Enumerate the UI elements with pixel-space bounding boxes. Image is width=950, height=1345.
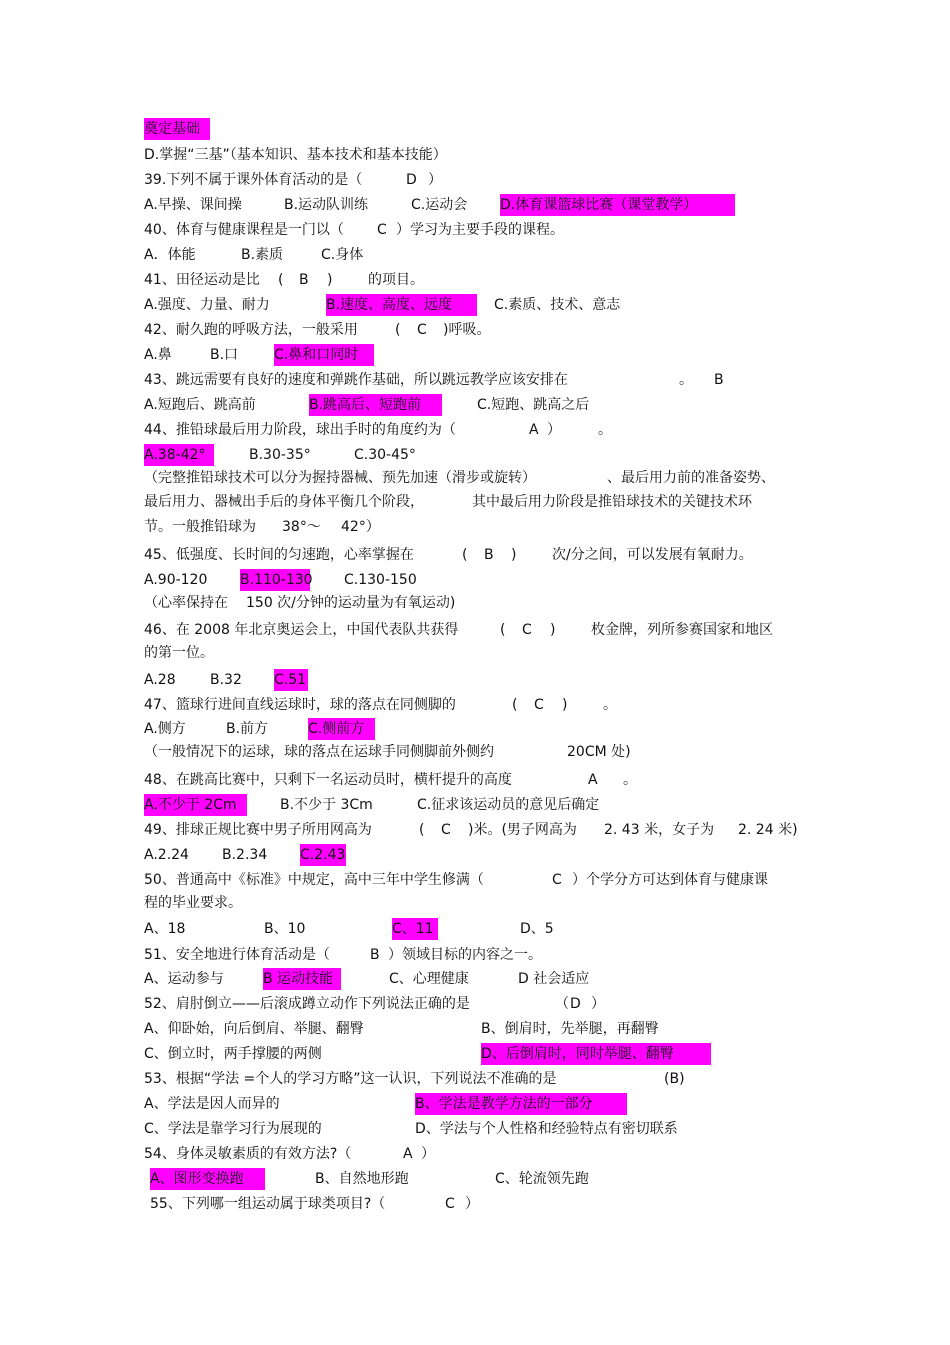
text-segment: (B) bbox=[664, 1071, 685, 1087]
text-line bbox=[0, 1043, 950, 1065]
text-segment: ) bbox=[562, 697, 568, 713]
text-segment: D bbox=[406, 172, 417, 188]
text-line bbox=[0, 642, 950, 664]
text-line bbox=[0, 319, 950, 341]
text-segment: A bbox=[403, 1146, 413, 1162]
text-segment: B、10 bbox=[264, 921, 306, 937]
text-segment: C、倒立时，两手撑腰的两侧 bbox=[144, 1046, 322, 1062]
text-segment: A.90-120 bbox=[144, 572, 208, 588]
text-segment: ( bbox=[395, 322, 401, 338]
text-segment: 20CM 处) bbox=[567, 744, 631, 760]
text-segment: ） bbox=[547, 422, 561, 438]
text-segment: 52、肩肘倒立——后滚成蹲立动作下列说法正确的是 bbox=[144, 996, 470, 1012]
highlighted-answer: A.不少于 2Cm bbox=[144, 794, 247, 816]
text-segment: A.早操、课间操 bbox=[144, 197, 242, 213]
text-segment: 41、田径运动是比 bbox=[144, 272, 260, 288]
text-segment: A bbox=[588, 772, 598, 788]
text-segment: D、学法与个人性格和经验特点有密切联系 bbox=[415, 1121, 678, 1137]
highlighted-answer: D、后倒肩时，同时举腿、翻臀 bbox=[481, 1043, 711, 1065]
text-line bbox=[0, 1068, 950, 1090]
text-segment: 38°～ bbox=[282, 519, 321, 535]
text-line bbox=[0, 444, 950, 466]
text-segment: B.32 bbox=[210, 672, 242, 688]
text-segment: B.口 bbox=[210, 347, 239, 363]
text-segment: 枚金牌，列所参赛国家和地区 bbox=[591, 622, 773, 638]
text-segment: C.30-45° bbox=[354, 447, 416, 463]
text-segment: A.侧方 bbox=[144, 721, 186, 737]
text-segment: 51、安全地进行体育活动是（ bbox=[144, 947, 330, 963]
highlighted-answer: B、学法是教学方法的一部分 bbox=[415, 1093, 627, 1115]
text-line bbox=[0, 844, 950, 866]
text-segment: C.征求该运动员的意见后确定 bbox=[417, 797, 600, 813]
text-segment: ） bbox=[428, 172, 442, 188]
text-segment: C bbox=[441, 822, 451, 838]
text-segment: 43、跳远需要有良好的速度和弹跳作基础，所以跳远教学应该安排在 bbox=[144, 372, 568, 388]
text-segment: ） bbox=[591, 996, 605, 1012]
text-segment: C bbox=[377, 222, 387, 238]
text-line bbox=[0, 269, 950, 291]
text-segment: A、仰卧始，向后倒肩、举腿、翻臀 bbox=[144, 1021, 364, 1037]
text-segment: 54、身体灵敏素质的有效方法?（ bbox=[144, 1146, 352, 1162]
highlighted-answer: C、11 bbox=[392, 918, 438, 940]
text-segment: B.不少于 3Cm bbox=[280, 797, 373, 813]
text-segment: C、心理健康 bbox=[389, 971, 469, 987]
text-segment: C bbox=[445, 1196, 455, 1212]
text-segment: C、轮流领先跑 bbox=[495, 1171, 589, 1187]
text-segment: （心率保持在 bbox=[144, 595, 228, 611]
text-segment: 。 bbox=[598, 422, 612, 438]
text-segment: D bbox=[570, 996, 581, 1012]
text-segment: ( bbox=[512, 697, 518, 713]
text-segment: 40、体育与健康课程是一门以（ bbox=[144, 222, 344, 238]
text-segment: ( bbox=[419, 822, 425, 838]
text-segment: B bbox=[299, 272, 309, 288]
text-segment: D、5 bbox=[520, 921, 554, 937]
text-segment: D 社会适应 bbox=[518, 971, 590, 987]
text-segment: B.30-35° bbox=[249, 447, 311, 463]
text-line bbox=[0, 219, 950, 241]
text-segment: B bbox=[370, 947, 380, 963]
text-line bbox=[0, 294, 950, 316]
text-segment: C.身体 bbox=[321, 247, 364, 263]
text-segment: 其中最后用力阶段是推铅球技术的关键技术环 bbox=[472, 494, 752, 510]
text-line bbox=[0, 1018, 950, 1040]
text-line bbox=[0, 619, 950, 641]
text-segment: A．体能 bbox=[144, 247, 196, 263]
highlighted-answer: C.51 bbox=[274, 669, 308, 691]
text-segment: C.素质、技术、意志 bbox=[494, 297, 621, 313]
text-segment: A、18 bbox=[144, 921, 186, 937]
text-segment: ）领域目标的内容之一。 bbox=[388, 947, 542, 963]
text-line bbox=[0, 419, 950, 441]
highlighted-answer: B 运动技能 bbox=[263, 968, 341, 990]
text-line bbox=[0, 1143, 950, 1165]
text-line bbox=[0, 1118, 950, 1140]
text-segment: A.2.24 bbox=[144, 847, 189, 863]
text-segment: A.短跑后、跳高前 bbox=[144, 397, 256, 413]
text-segment: 53、根据“学法 =个人的学习方略”这一认识，下列说法不准确的是 bbox=[144, 1071, 557, 1087]
text-segment: 49、排球正规比赛中男子所用网高为 bbox=[144, 822, 372, 838]
text-line bbox=[0, 819, 950, 841]
highlighted-answer: C.侧前方 bbox=[308, 718, 375, 740]
text-segment: B、倒肩时，先举腿，再翻臀 bbox=[481, 1021, 659, 1037]
text-segment: C bbox=[534, 697, 544, 713]
text-segment: ）个学分方可达到体育与健康课 bbox=[572, 872, 768, 888]
text-line bbox=[0, 194, 950, 216]
text-segment: 47、篮球行进间直线运球时，球的落点在同侧脚的 bbox=[144, 697, 456, 713]
text-segment: ( bbox=[462, 547, 468, 563]
text-segment: 程的毕业要求。 bbox=[144, 895, 242, 911]
text-segment: 最后用力、器械出手后的身体平衡几个阶段， bbox=[144, 494, 424, 510]
text-segment: C、学法是靠学习行为展现的 bbox=[144, 1121, 322, 1137]
text-line bbox=[0, 1168, 950, 1190]
text-segment: ) bbox=[550, 622, 556, 638]
text-segment: C bbox=[552, 872, 562, 888]
text-line bbox=[0, 718, 950, 740]
text-line bbox=[0, 244, 950, 266]
highlighted-answer: A.38-42° bbox=[144, 444, 214, 466]
text-line bbox=[0, 394, 950, 416]
text-line bbox=[0, 794, 950, 816]
highlighted-answer: B.跳高后、短跑前 bbox=[309, 394, 442, 416]
text-segment: 。 bbox=[603, 697, 617, 713]
text-segment: )米。(男子网高为 bbox=[468, 822, 577, 838]
text-line bbox=[0, 694, 950, 716]
text-line bbox=[0, 369, 950, 391]
text-segment: A.28 bbox=[144, 672, 176, 688]
text-line bbox=[0, 569, 950, 591]
text-line bbox=[0, 892, 950, 914]
text-segment: 。 bbox=[679, 372, 693, 388]
text-segment: （一般情况下的运球，球的落点在运球手同侧脚前外侧约 bbox=[144, 744, 494, 760]
text-segment: ) bbox=[511, 547, 517, 563]
text-line bbox=[0, 1093, 950, 1115]
text-segment: A.强度、力量、耐力 bbox=[144, 297, 270, 313]
text-segment: D.掌握“三基”（基本知识、基本技术和基本技能） bbox=[144, 147, 447, 163]
text-segment: B bbox=[714, 372, 724, 388]
text-segment: A.鼻 bbox=[144, 347, 172, 363]
text-line bbox=[0, 918, 950, 940]
text-segment: 48、在跳高比赛中，只剩下一名运动员时，横杆提升的高度 bbox=[144, 772, 512, 788]
text-line bbox=[0, 344, 950, 366]
text-segment: 节。一般推铅球为 bbox=[144, 519, 256, 535]
text-segment: 45、低强度、长时间的匀速跑，心率掌握在 bbox=[144, 547, 414, 563]
text-segment: ） bbox=[465, 1196, 479, 1212]
highlighted-answer: C.鼻和口同时 bbox=[274, 344, 374, 366]
text-line bbox=[0, 669, 950, 691]
text-line bbox=[0, 118, 950, 140]
text-segment: 的第一位。 bbox=[144, 645, 214, 661]
text-segment: 44、推铅球最后用力阶段，球出手时的角度约为（ bbox=[144, 422, 456, 438]
text-line bbox=[0, 144, 950, 166]
text-segment: A bbox=[529, 422, 539, 438]
text-segment: C.短跑、跳高之后 bbox=[477, 397, 590, 413]
text-segment: 39.下列不属于课外体育活动的是（ bbox=[144, 172, 363, 188]
highlighted-answer: B.速度、高度、远度 bbox=[326, 294, 477, 316]
text-segment: B、自然地形跑 bbox=[315, 1171, 409, 1187]
text-segment: B.素质 bbox=[241, 247, 284, 263]
text-segment: A、学法是因人而异的 bbox=[144, 1096, 280, 1112]
highlighted-answer: B.110-130 bbox=[240, 569, 310, 591]
highlighted-answer: A、图形变换跑 bbox=[150, 1168, 265, 1190]
text-segment: 55、下列哪一组运动属于球类项目?（ bbox=[150, 1196, 386, 1212]
text-segment: 。 bbox=[623, 772, 637, 788]
text-segment: 次/分之间，可以发展有氧耐力。 bbox=[552, 547, 753, 563]
text-line bbox=[0, 467, 950, 489]
text-segment: ）学习为主要手段的课程。 bbox=[396, 222, 564, 238]
text-segment: A、运动参与 bbox=[144, 971, 224, 987]
text-segment: 150 次/分钟的运动量为有氧运动) bbox=[246, 595, 456, 611]
text-line bbox=[0, 544, 950, 566]
text-line bbox=[0, 741, 950, 763]
text-line bbox=[0, 869, 950, 891]
text-segment: 的项目。 bbox=[368, 272, 424, 288]
text-segment: 、最后用力前的准备姿势、 bbox=[607, 470, 775, 486]
text-line bbox=[0, 1193, 950, 1215]
text-segment: ( bbox=[500, 622, 506, 638]
text-segment: ) bbox=[327, 272, 333, 288]
text-line bbox=[0, 169, 950, 191]
text-segment: 50、普通高中《标准》中规定，高中三年中学生修满（ bbox=[144, 872, 484, 888]
text-segment: B.前方 bbox=[226, 721, 269, 737]
highlighted-answer: 奠定基础 bbox=[144, 118, 210, 140]
text-segment: B.运动队训练 bbox=[284, 197, 369, 213]
text-segment: B bbox=[484, 547, 494, 563]
text-segment: （ bbox=[555, 996, 569, 1012]
text-segment: )呼吸。 bbox=[443, 322, 491, 338]
text-segment: 2. 24 米) bbox=[738, 822, 798, 838]
text-line bbox=[0, 516, 950, 538]
text-line bbox=[0, 491, 950, 513]
text-segment: ( bbox=[278, 272, 284, 288]
text-segment: 2. 43 米，女子为 bbox=[604, 822, 715, 838]
text-segment: B.2.34 bbox=[222, 847, 268, 863]
text-segment: 42°） bbox=[341, 519, 380, 535]
text-line bbox=[0, 993, 950, 1015]
text-segment: C.130-150 bbox=[344, 572, 417, 588]
text-line bbox=[0, 968, 950, 990]
text-segment: 46、在 2008 年北京奥运会上，中国代表队共获得 bbox=[144, 622, 459, 638]
highlighted-answer: D.体育课篮球比赛（课堂教学） bbox=[500, 194, 735, 216]
text-line bbox=[0, 944, 950, 966]
highlighted-answer: C.2.43 bbox=[300, 844, 346, 866]
text-segment: C bbox=[417, 322, 427, 338]
text-segment: 42、耐久跑的呼吸方法，一般采用 bbox=[144, 322, 358, 338]
text-line bbox=[0, 769, 950, 791]
text-segment: C bbox=[522, 622, 532, 638]
text-segment: ） bbox=[421, 1146, 435, 1162]
text-segment: C.运动会 bbox=[411, 197, 468, 213]
text-segment: （完整推铅球技术可以分为握持器械、预先加速（滑步或旋转） bbox=[144, 470, 536, 486]
text-line bbox=[0, 592, 950, 614]
